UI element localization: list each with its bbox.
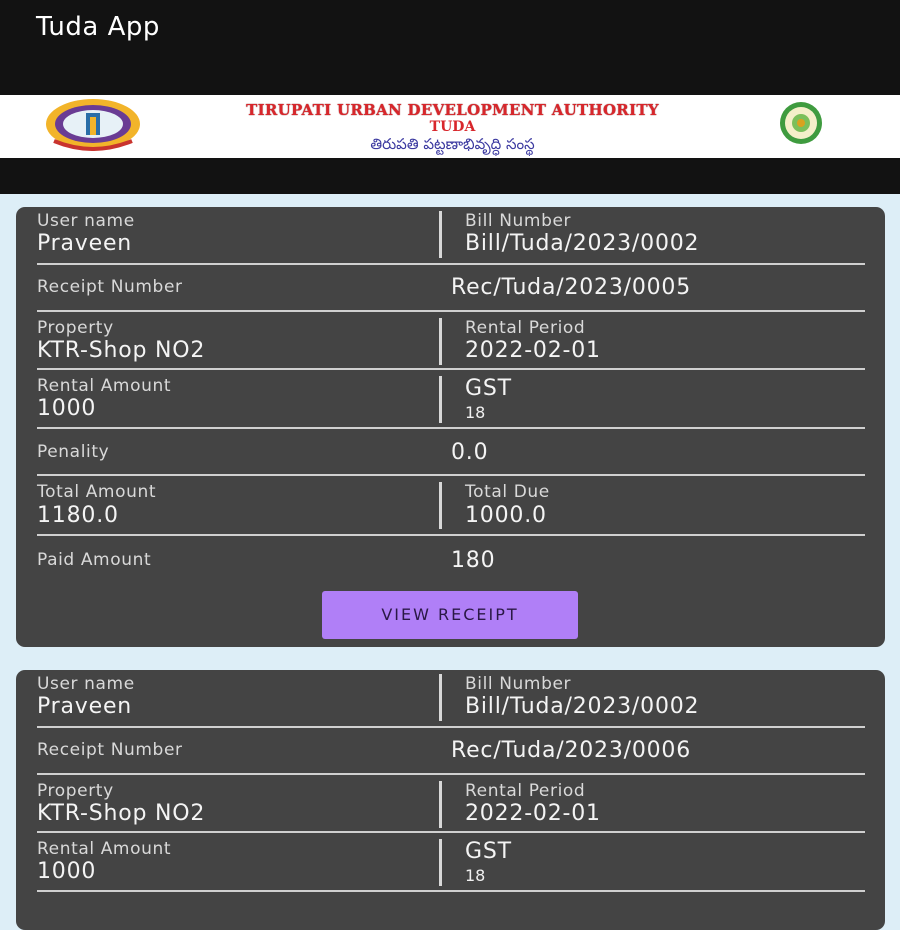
penality-label: Penality [37,442,110,462]
receipt-number-label: Receipt Number [37,740,183,760]
row-divider [37,831,865,833]
row-divider [37,310,865,312]
bill-number-value: Bill/Tuda/2023/0002 [465,694,700,719]
receipt-card [16,670,885,930]
total-due-value: 1000.0 [465,503,547,528]
banner-english-name: TIRUPATI URBAN DEVELOPMENT AUTHORITY [246,101,659,119]
gst-label: GST [465,376,512,401]
rental-amount-label: Rental Amount [37,839,172,859]
bill-number-value: Bill/Tuda/2023/0002 [465,231,700,256]
rental-amount-label: Rental Amount [37,376,172,396]
property-value: KTR-Shop NO2 [37,801,206,826]
gst-label: GST [465,839,512,864]
gst-value: 18 [465,403,486,422]
column-divider [439,839,442,886]
receipt-number-value: Rec/Tuda/2023/0006 [451,738,692,763]
column-divider [439,211,442,258]
penality-value: 0.0 [451,440,489,465]
column-divider [439,781,442,828]
column-divider [439,318,442,365]
banner-telugu-name: తిరుపతి పట్టణాభివృద్ధి సంస్థ [370,135,535,153]
paid-amount-value: 180 [451,548,496,573]
rental-period-label: Rental Period [465,318,586,338]
row-divider [37,773,865,775]
header-band [0,158,900,194]
view-receipt-button-label: VIEW RECEIPT [381,605,519,624]
column-divider [439,482,442,529]
row-divider [37,890,865,892]
rental-period-value: 2022-02-01 [465,801,601,826]
tuda-banner [0,95,900,158]
total-amount-label: Total Amount [37,482,157,502]
rental-amount-value: 1000 [37,859,97,884]
total-due-label: Total Due [465,482,550,502]
row-divider [37,474,865,476]
column-divider [439,674,442,721]
user-name-label: User name [37,674,135,694]
bill-number-label: Bill Number [465,674,572,694]
receipt-number-value: Rec/Tuda/2023/0005 [451,275,692,300]
rental-amount-value: 1000 [37,396,97,421]
rental-period-label: Rental Period [465,781,586,801]
paid-amount-label: Paid Amount [37,550,152,570]
user-name-value: Praveen [37,694,133,719]
receipt-card [16,207,885,647]
property-value: KTR-Shop NO2 [37,338,206,363]
user-name-value: Praveen [37,231,133,256]
row-divider [37,726,865,728]
total-amount-value: 1180.0 [37,503,119,528]
view-receipt-button[interactable] [322,591,578,639]
property-label: Property [37,318,114,338]
row-divider [37,263,865,265]
state-emblem-icon [771,101,831,145]
property-label: Property [37,781,114,801]
row-divider [37,368,865,370]
receipt-number-label: Receipt Number [37,277,183,297]
bill-number-label: Bill Number [465,211,572,231]
user-name-label: User name [37,211,135,231]
tuda-logo-icon [44,97,142,151]
app-title: Tuda App [36,12,160,42]
app-bar [0,0,900,95]
row-divider [37,427,865,429]
gst-value: 18 [465,866,486,885]
row-divider [37,534,865,536]
rental-period-value: 2022-02-01 [465,338,601,363]
banner-short-name: TUDA [429,119,476,135]
column-divider [439,376,442,423]
